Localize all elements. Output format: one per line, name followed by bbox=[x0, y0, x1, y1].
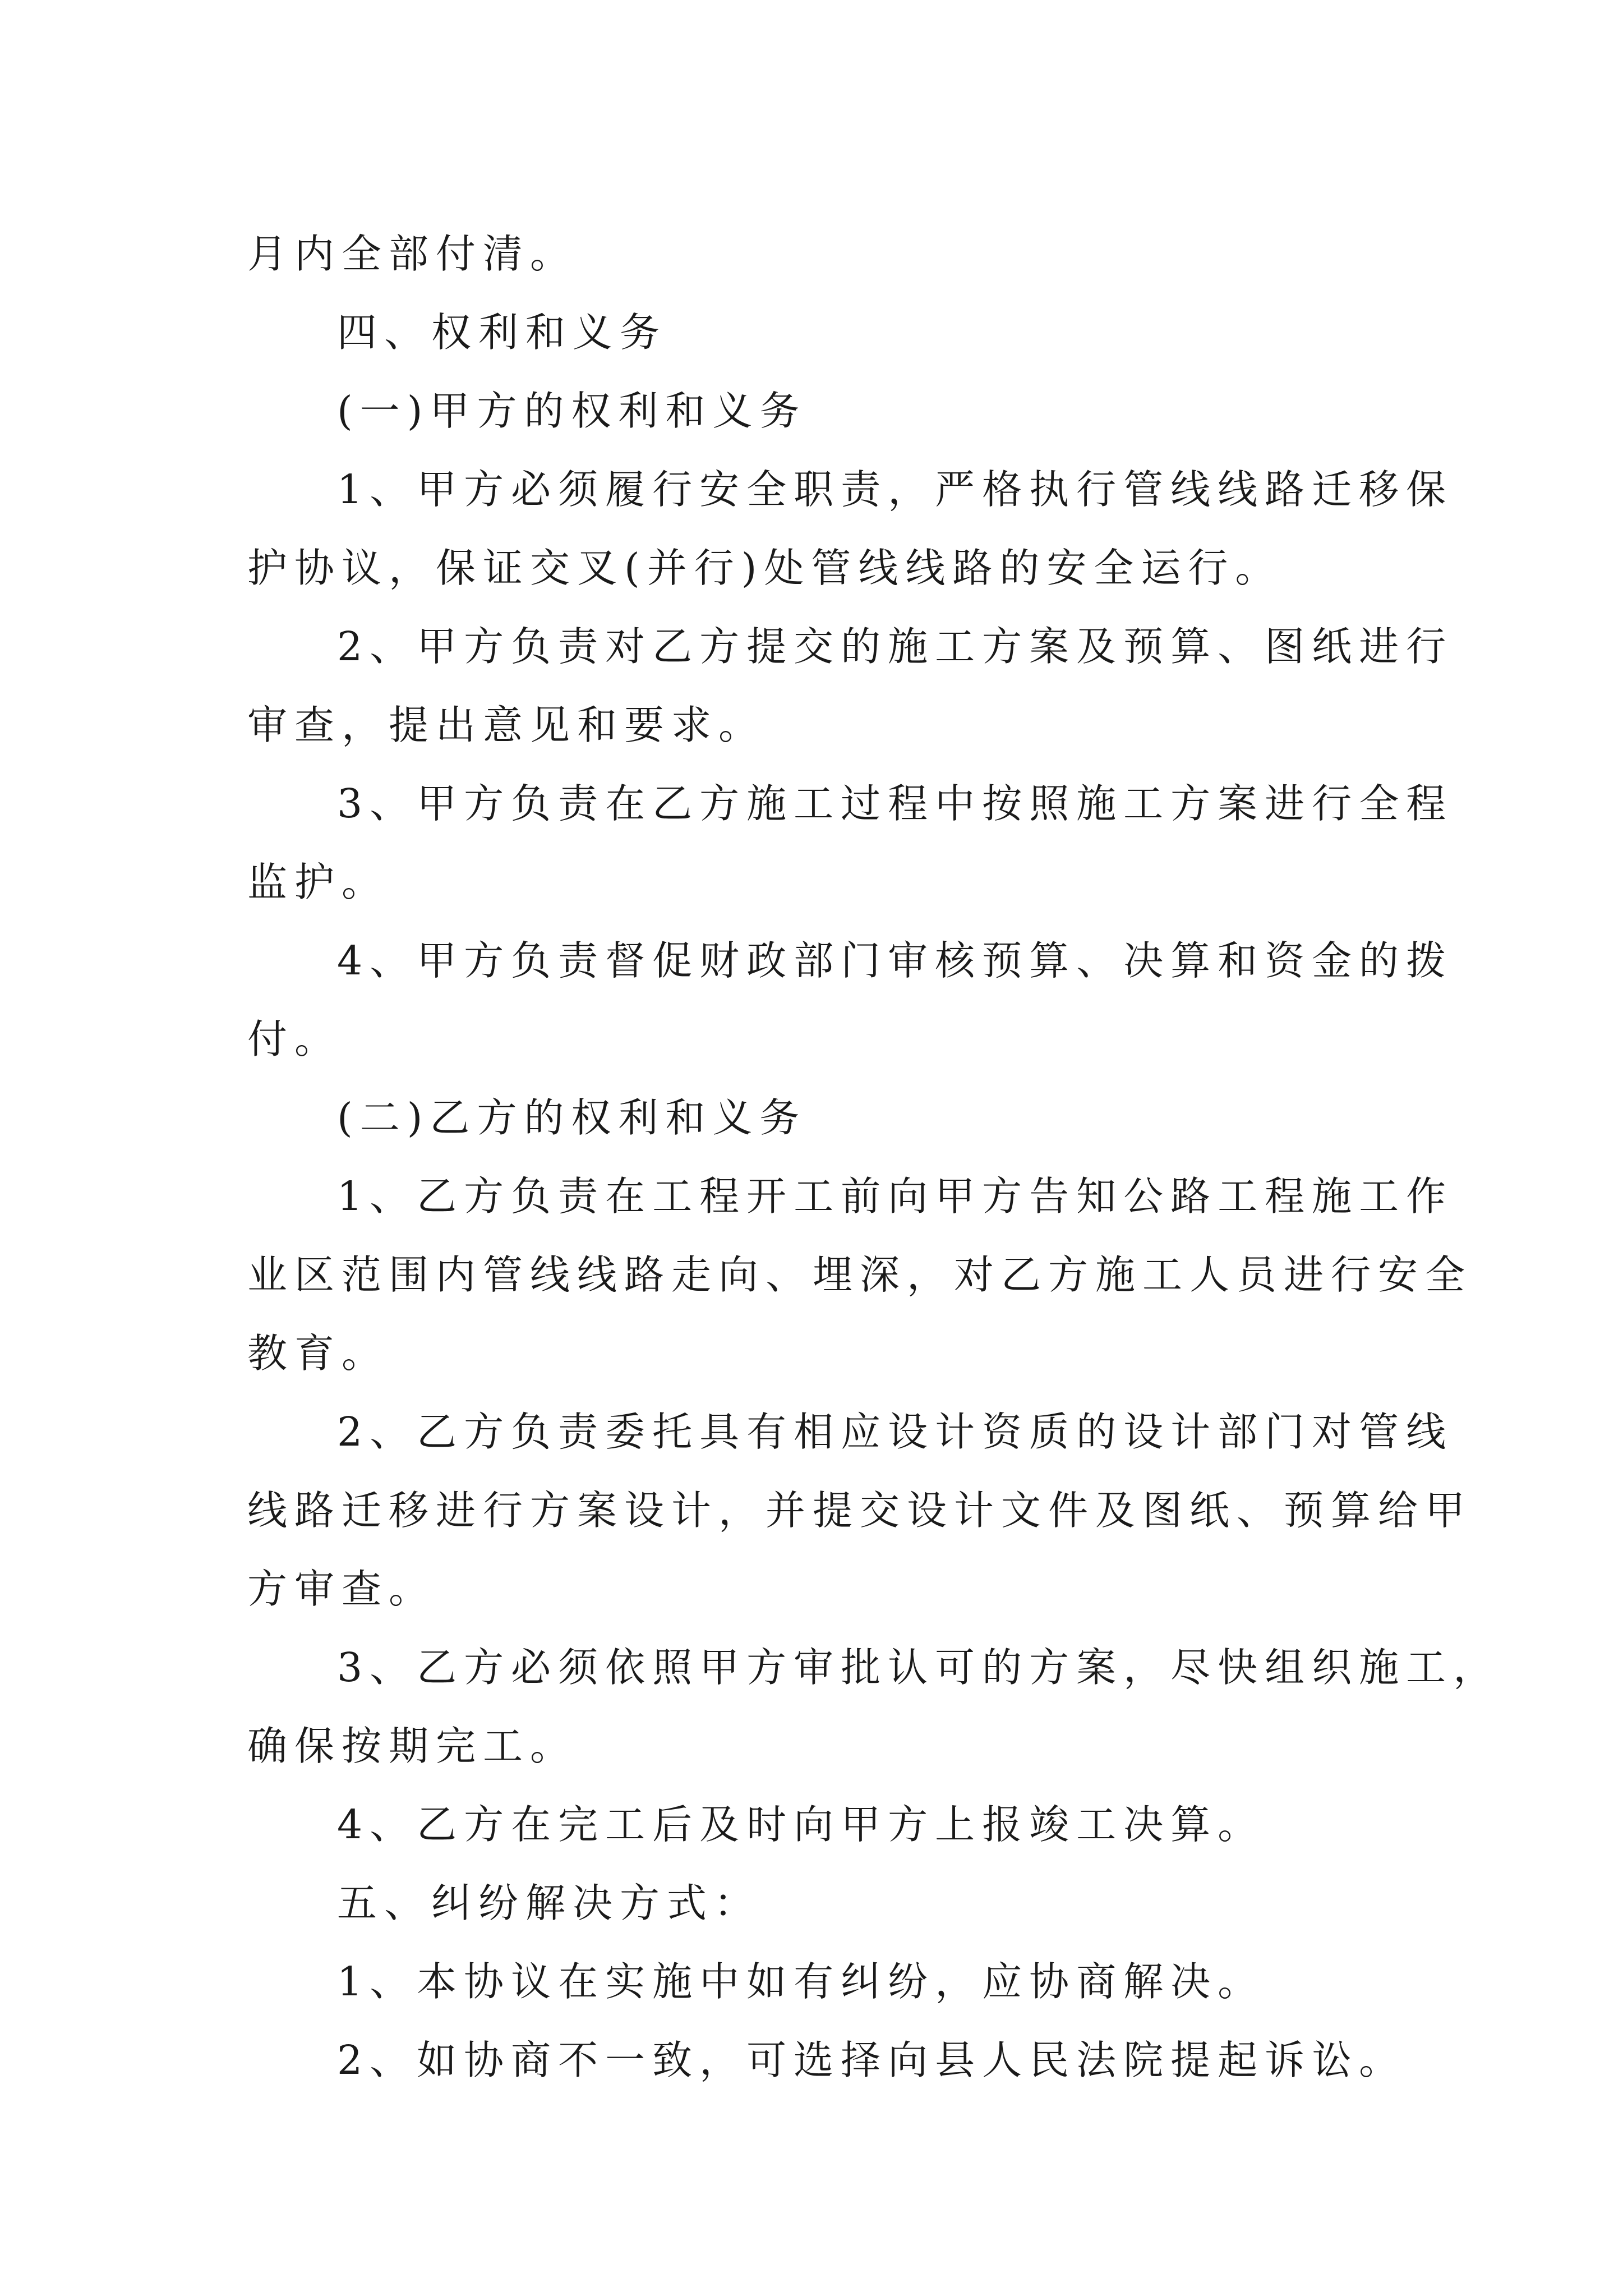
text-line: 3、乙方必须依照甲方审批认可的方案，尽快组织施工， bbox=[337, 1644, 1501, 1691]
text-line: 2、如协商不一致，可选择向县人民法院提起诉讼。 bbox=[337, 2037, 1407, 2083]
text-line: 月内全部付清。 bbox=[247, 231, 578, 277]
text-line: 4、乙方在完工后及时向甲方上报竣工决算。 bbox=[337, 1801, 1265, 1848]
text-line: 付。 bbox=[247, 1016, 342, 1062]
text-line: 1、甲方必须履行安全职责，严格执行管线线路迁移保 bbox=[337, 466, 1454, 513]
text-line: 审查，提出意见和要求。 bbox=[247, 702, 766, 748]
subsection-heading: (一)甲方的权利和义务 bbox=[337, 388, 807, 434]
text-line: 护协议，保证交叉(并行)处管线线路的安全运行。 bbox=[247, 545, 1283, 591]
section-heading: 四、权利和义务 bbox=[337, 309, 667, 356]
text-line: 1、乙方负责在工程开工前向甲方告知公路工程施工作 bbox=[337, 1173, 1454, 1220]
subsection-heading: (二)乙方的权利和义务 bbox=[337, 1094, 807, 1141]
text-line: 线路迁移进行方案设计，并提交设计文件及图纸、预算给甲 bbox=[247, 1487, 1473, 1534]
text-line: 2、甲方负责对乙方提交的施工方案及预算、图纸进行 bbox=[337, 623, 1454, 670]
text-line: 方审查。 bbox=[247, 1566, 436, 1612]
text-line: 确保按期完工。 bbox=[247, 1723, 578, 1769]
text-line: 4、甲方负责督促财政部门审核预算、决算和资金的拨 bbox=[337, 937, 1454, 984]
document-body bbox=[247, 215, 1501, 2100]
text-line: 3、甲方负责在乙方施工过程中按照施工方案进行全程 bbox=[337, 780, 1454, 827]
text-line: 业区范围内管线线路走向、埋深，对乙方施工人员进行安全 bbox=[247, 1251, 1473, 1298]
section-heading: 五、纠纷解决方式： bbox=[337, 1880, 762, 1926]
text-line: 教育。 bbox=[247, 1330, 389, 1377]
text-line: 监护。 bbox=[247, 859, 389, 905]
text-line: 1、本协议在实施中如有纠纷，应协商解决。 bbox=[337, 1958, 1265, 2005]
text-line: 2、乙方负责委托具有相应设计资质的设计部门对管线 bbox=[337, 1409, 1454, 1455]
